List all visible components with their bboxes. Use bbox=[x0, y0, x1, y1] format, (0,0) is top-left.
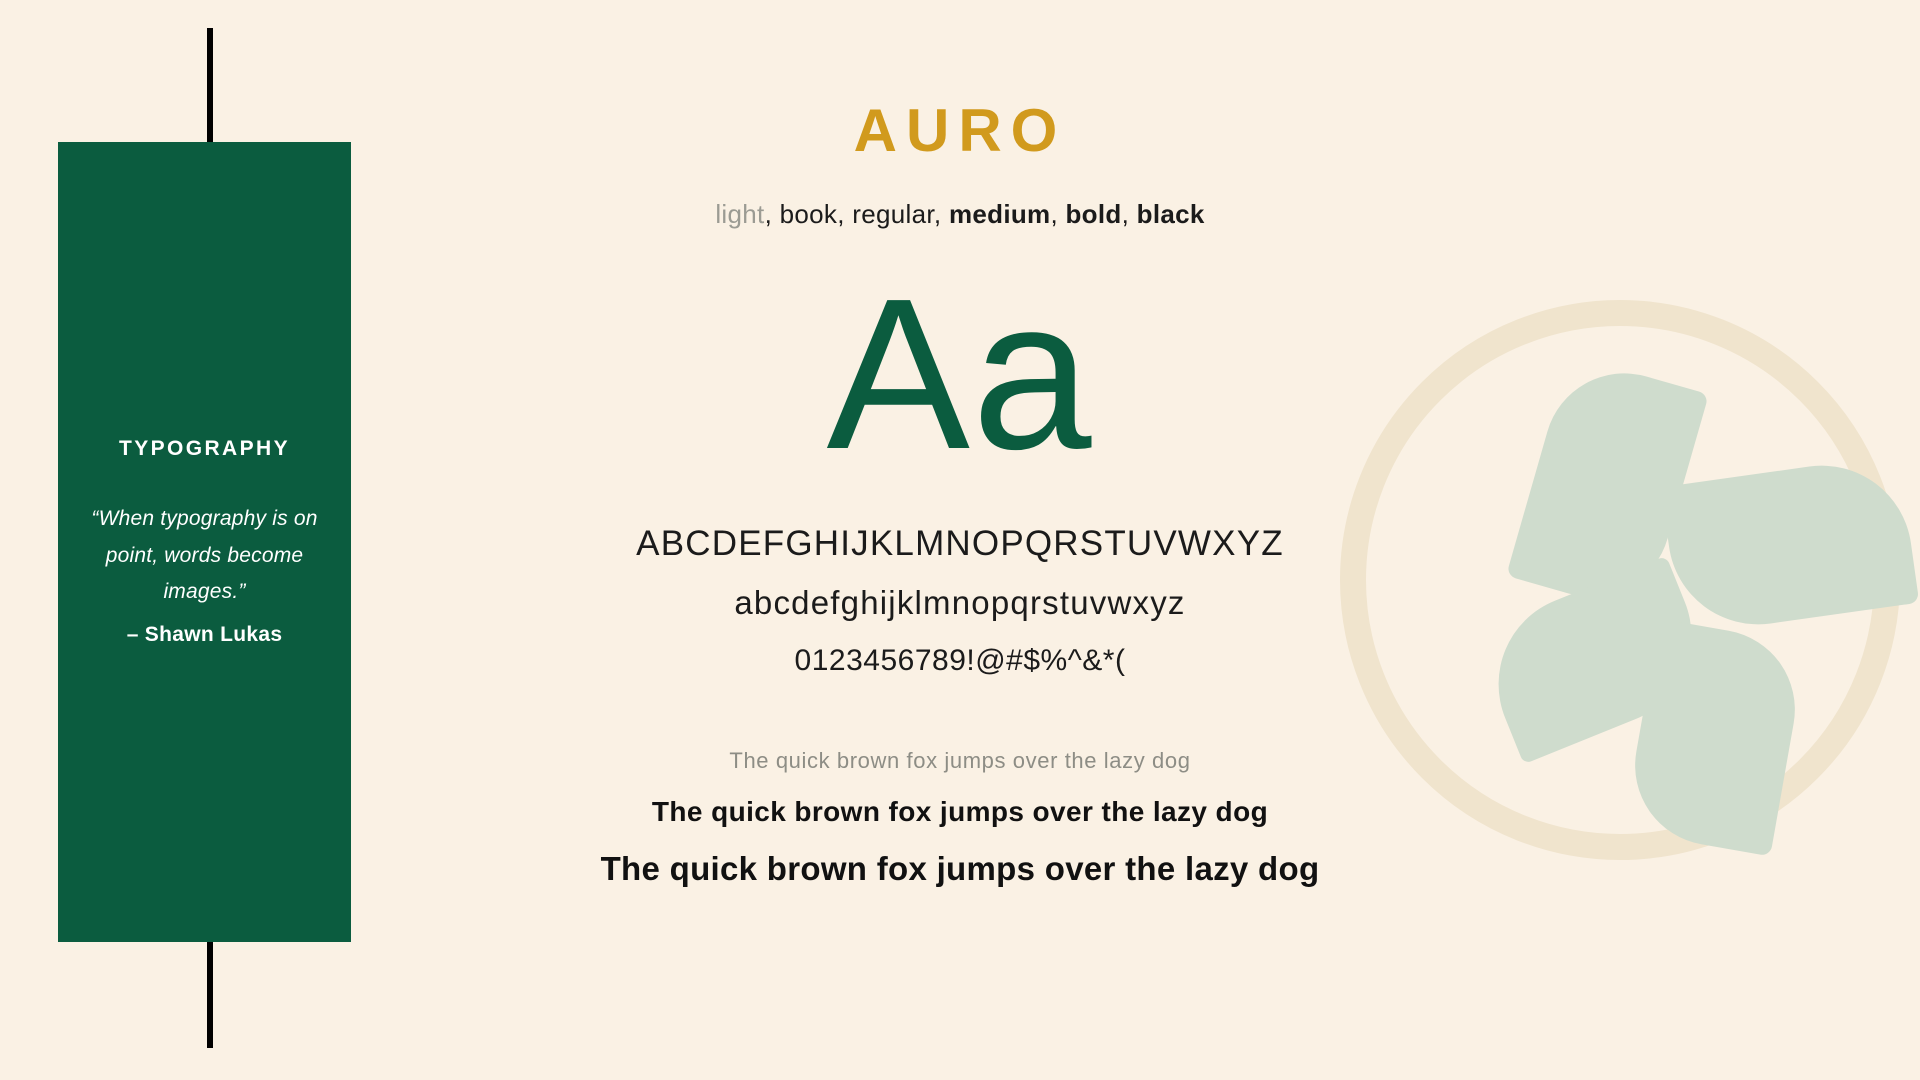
weight-separator: , bbox=[764, 199, 780, 229]
weight-light: light bbox=[715, 199, 765, 229]
sample-text-black: The quick brown fox jumps over the lazy dog bbox=[600, 850, 1320, 888]
weight-separator: , bbox=[1121, 199, 1137, 229]
weight-black: black bbox=[1136, 199, 1205, 229]
panel-title: TYPOGRAPHY bbox=[118, 436, 291, 460]
weight-bold: bold bbox=[1065, 199, 1122, 229]
sample-text-bold: The quick brown fox jumps over the lazy dog bbox=[651, 796, 1269, 828]
decorative-leaf-icon bbox=[1506, 354, 1709, 615]
sample-text-light: The quick brown fox jumps over the lazy dog bbox=[729, 748, 1191, 774]
uppercase-glyphs: ABCDEFGHIJKLMNOPQRSTUVWXYZ bbox=[636, 524, 1284, 564]
weight-regular: regular bbox=[852, 199, 934, 229]
specimen-content bbox=[400, 0, 1520, 1080]
weight-book: book bbox=[779, 199, 838, 229]
weight-medium: medium bbox=[948, 199, 1051, 229]
font-name: AURO bbox=[853, 97, 1067, 164]
panel-quote: “When typography is on point, words become images.” bbox=[91, 506, 318, 604]
weight-separator: , bbox=[837, 199, 853, 229]
decorative-leaf-icon bbox=[1622, 619, 1807, 857]
decorative-leaf-icon bbox=[1661, 454, 1920, 636]
lowercase-glyphs: abcdefghijklmnopqrstuvwxyz bbox=[734, 584, 1186, 622]
weight-list bbox=[400, 199, 1520, 230]
quote-panel bbox=[58, 142, 351, 942]
weight-separator: , bbox=[933, 199, 949, 229]
big-letters: Aa bbox=[826, 253, 1094, 494]
weight-separator: , bbox=[1050, 199, 1066, 229]
digits-symbols-glyphs: 0123456789!@#$%^&*( bbox=[794, 644, 1126, 678]
panel-author: – Shawn Lukas bbox=[126, 623, 283, 647]
